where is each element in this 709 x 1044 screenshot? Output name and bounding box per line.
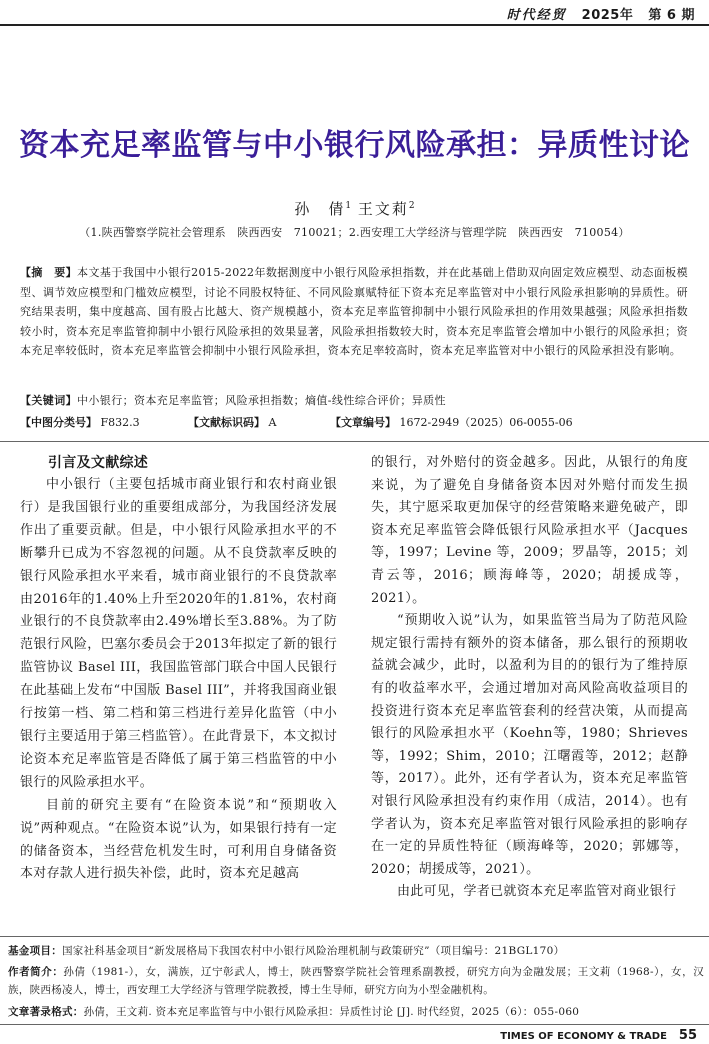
article-title: 资本充足率监管与中小银行风险承担：异质性讨论 bbox=[19, 128, 690, 163]
citation-note bbox=[8, 1003, 704, 1021]
keywords bbox=[20, 392, 688, 408]
author-1-affil-mark: 1 bbox=[345, 201, 352, 211]
page-number: 55 bbox=[678, 1028, 697, 1043]
author-2-affil-mark: 2 bbox=[408, 201, 415, 211]
doc-code-value: A bbox=[268, 416, 277, 429]
body-paragraph: “预期收入说”认为，如果监管当局为了防范风险规定银行需持有额外的资本储备，那么银行的预期收益就会减少，此时，以盈利为目的的银行为了维持原有的收益率水平，会通过增加对高风险高收益项目的投资进行资本充足率监管套利的经营决策，从而提高银行的风险承担水平（Koehn等，1980；Shrieves等，1992；Shim，2010；江曙霞等，2012；赵静等，2017）。此外，还有学者认为，资本充足率监管对银行风险承担没有约束作用（成洁，2014）。也有学者认为，资本充足率监管对银行风险承担的影响存在一定的异质性特征（顾海峰等，2020；郭娜等，2020；胡援成等，2021）。 bbox=[371, 613, 688, 877]
header-rule bbox=[0, 24, 709, 26]
section-divider bbox=[0, 441, 709, 442]
doc-code-label: 【文献标识码】 bbox=[188, 416, 265, 429]
journal-issue: 第 6 期 bbox=[648, 8, 695, 23]
citation-text: 孙倩，王文莉. 资本充足率监管与中小银行风险承担：异质性讨论 [J]. 时代经贸，2025（6）：055-060 bbox=[83, 1006, 580, 1018]
fund-label: 基金项目： bbox=[8, 945, 62, 957]
right-column bbox=[371, 452, 688, 904]
abstract bbox=[20, 263, 688, 361]
running-header bbox=[497, 4, 695, 23]
clc-value: F832.3 bbox=[100, 416, 140, 429]
body-paragraph: 目前的研究主要有“在险资本说”和“预期收入说”两种观点。“在险资本说”认为，如果银行持有一定的储备资本，当经营危机发生时，可利用自身储备资本对存款人进行损失补偿，此时，资本充足越高 bbox=[20, 797, 337, 882]
author-1: 孙 倩 bbox=[294, 200, 346, 218]
author-2: 王文莉 bbox=[357, 200, 409, 218]
clc-label: 【中图分类号】 bbox=[20, 416, 97, 429]
fund-note bbox=[8, 942, 704, 960]
article-number bbox=[330, 414, 573, 430]
keywords-text: 中小银行；资本充足率监管；风险承担指数；熵值-线性综合评价；异质性 bbox=[77, 394, 446, 407]
keywords-label: 【关键词】 bbox=[20, 394, 77, 407]
abstract-label: 【摘 要】 bbox=[20, 266, 78, 279]
body-paragraph: 中小银行（主要包括城市商业银行和农村商业银行）是我国银行业的重要组成部分，为我国经济发展作出了重要贡献。但是，中小银行风险承担水平的不断攀升已成为不容忽视的问题。从不良贷款率反映的银行风险承担水平来看，城市商业银行的不良贷款率由2016年的1.40%上升至2020年的1.81%，农村商业银行的不良贷款率由2.49%增长至3.88%。为了防范银行风险，巴塞尔委员会于2013年拟定了新的银行监管协议 Basel III，我国监管部门联合中国人民银行在此基础上发布“中国版 Basel III”，并将我国商业银行按第一档、第二档和第三档进行差异化监管（中小银行主要适用于第三档监管）。在此背景下，本文拟讨论资本充足率监管是否降低了属于第三档监管的中小银行的风险承担水平。 bbox=[20, 477, 337, 790]
page-footer bbox=[500, 1028, 697, 1043]
left-column bbox=[20, 452, 337, 886]
author-note-text: 孙倩（1981-），女，满族，辽宁彰武人，博士，陕西警察学院社会管理系副教授，研究方向为金融发展；王文莉（1968-），女，汉族，陕西杨凌人，博士，西安理工大学经济与管理学院教授，博士生导师，研究方向为小型金融机构。 bbox=[8, 966, 705, 996]
article-number-label: 【文章编号】 bbox=[330, 416, 396, 429]
section-heading: 引言及文献综述 bbox=[48, 455, 149, 471]
article-number-value: 1672-2949（2025）06-0055-06 bbox=[399, 416, 573, 429]
footer-rule bbox=[0, 1024, 709, 1025]
clc-number bbox=[20, 414, 140, 430]
affiliations: （1.陕西警察学院社会管理系 陕西西安 710021；2.西安理工大学经济与管理学院 陕西西安 710054） bbox=[79, 226, 630, 239]
fund-text: 国家社科基金项目“新发展格局下我国农村中小银行风险治理机制与政策研究”（项目编号：21BGL170） bbox=[62, 945, 565, 957]
author-note bbox=[8, 963, 704, 999]
author-note-label: 作者简介： bbox=[8, 966, 64, 978]
body-paragraph: 由此可见，学者已就资本充足率监管对商业银行 bbox=[397, 884, 677, 900]
journal-year: 2025年 bbox=[581, 8, 634, 23]
footnote-rule bbox=[0, 936, 709, 937]
document-code bbox=[188, 414, 276, 430]
author-line bbox=[0, 198, 709, 219]
abstract-text: 本文基于我国中小银行2015-2022年数据测度中小银行风险承担指数，并在此基础上借助双向固定效应模型、动态面板模型、调节效应模型和门槛效应模型，讨论不同股权特征、不同风险禀赋特征下资本充足率监管对中小银行风险承担影响的异质性。研究结果表明，集中度越高、国有股占比越大、资产规模越小，资本充足率监管抑制中小银行风险承担的作用效果越强；风险承担指数较小时，资本充足率监管抑制中小银行风险承担的效果显著，风险承担指数较大时，资本充足率监管会增加中小银行的风险承担；资本充足率较低时，资本充足率监管会抑制中小银行风险承担，资本充足率较高时，资本充足率监管对中小银行的风险承担没有影响。 bbox=[20, 266, 688, 357]
body-paragraph: 的银行，对外赔付的资金越多。因此，从银行的角度来说，为了避免自身储备资本因对外赔付而发生损失，其宁愿采取更加保守的经营策略来避免破产，即资本充足率监管会降低银行风险承担水平（Jacques等，1997；Levine 等，2009；罗晶等，2015；刘青云等，2016；顾海峰等，2020；胡援成等，2021）。 bbox=[371, 455, 688, 606]
journal-name: 时代经贸 bbox=[506, 8, 567, 23]
citation-label: 文章著录格式： bbox=[8, 1006, 84, 1018]
journal-english-name: TIMES OF ECONOMY & TRADE bbox=[500, 1031, 667, 1042]
